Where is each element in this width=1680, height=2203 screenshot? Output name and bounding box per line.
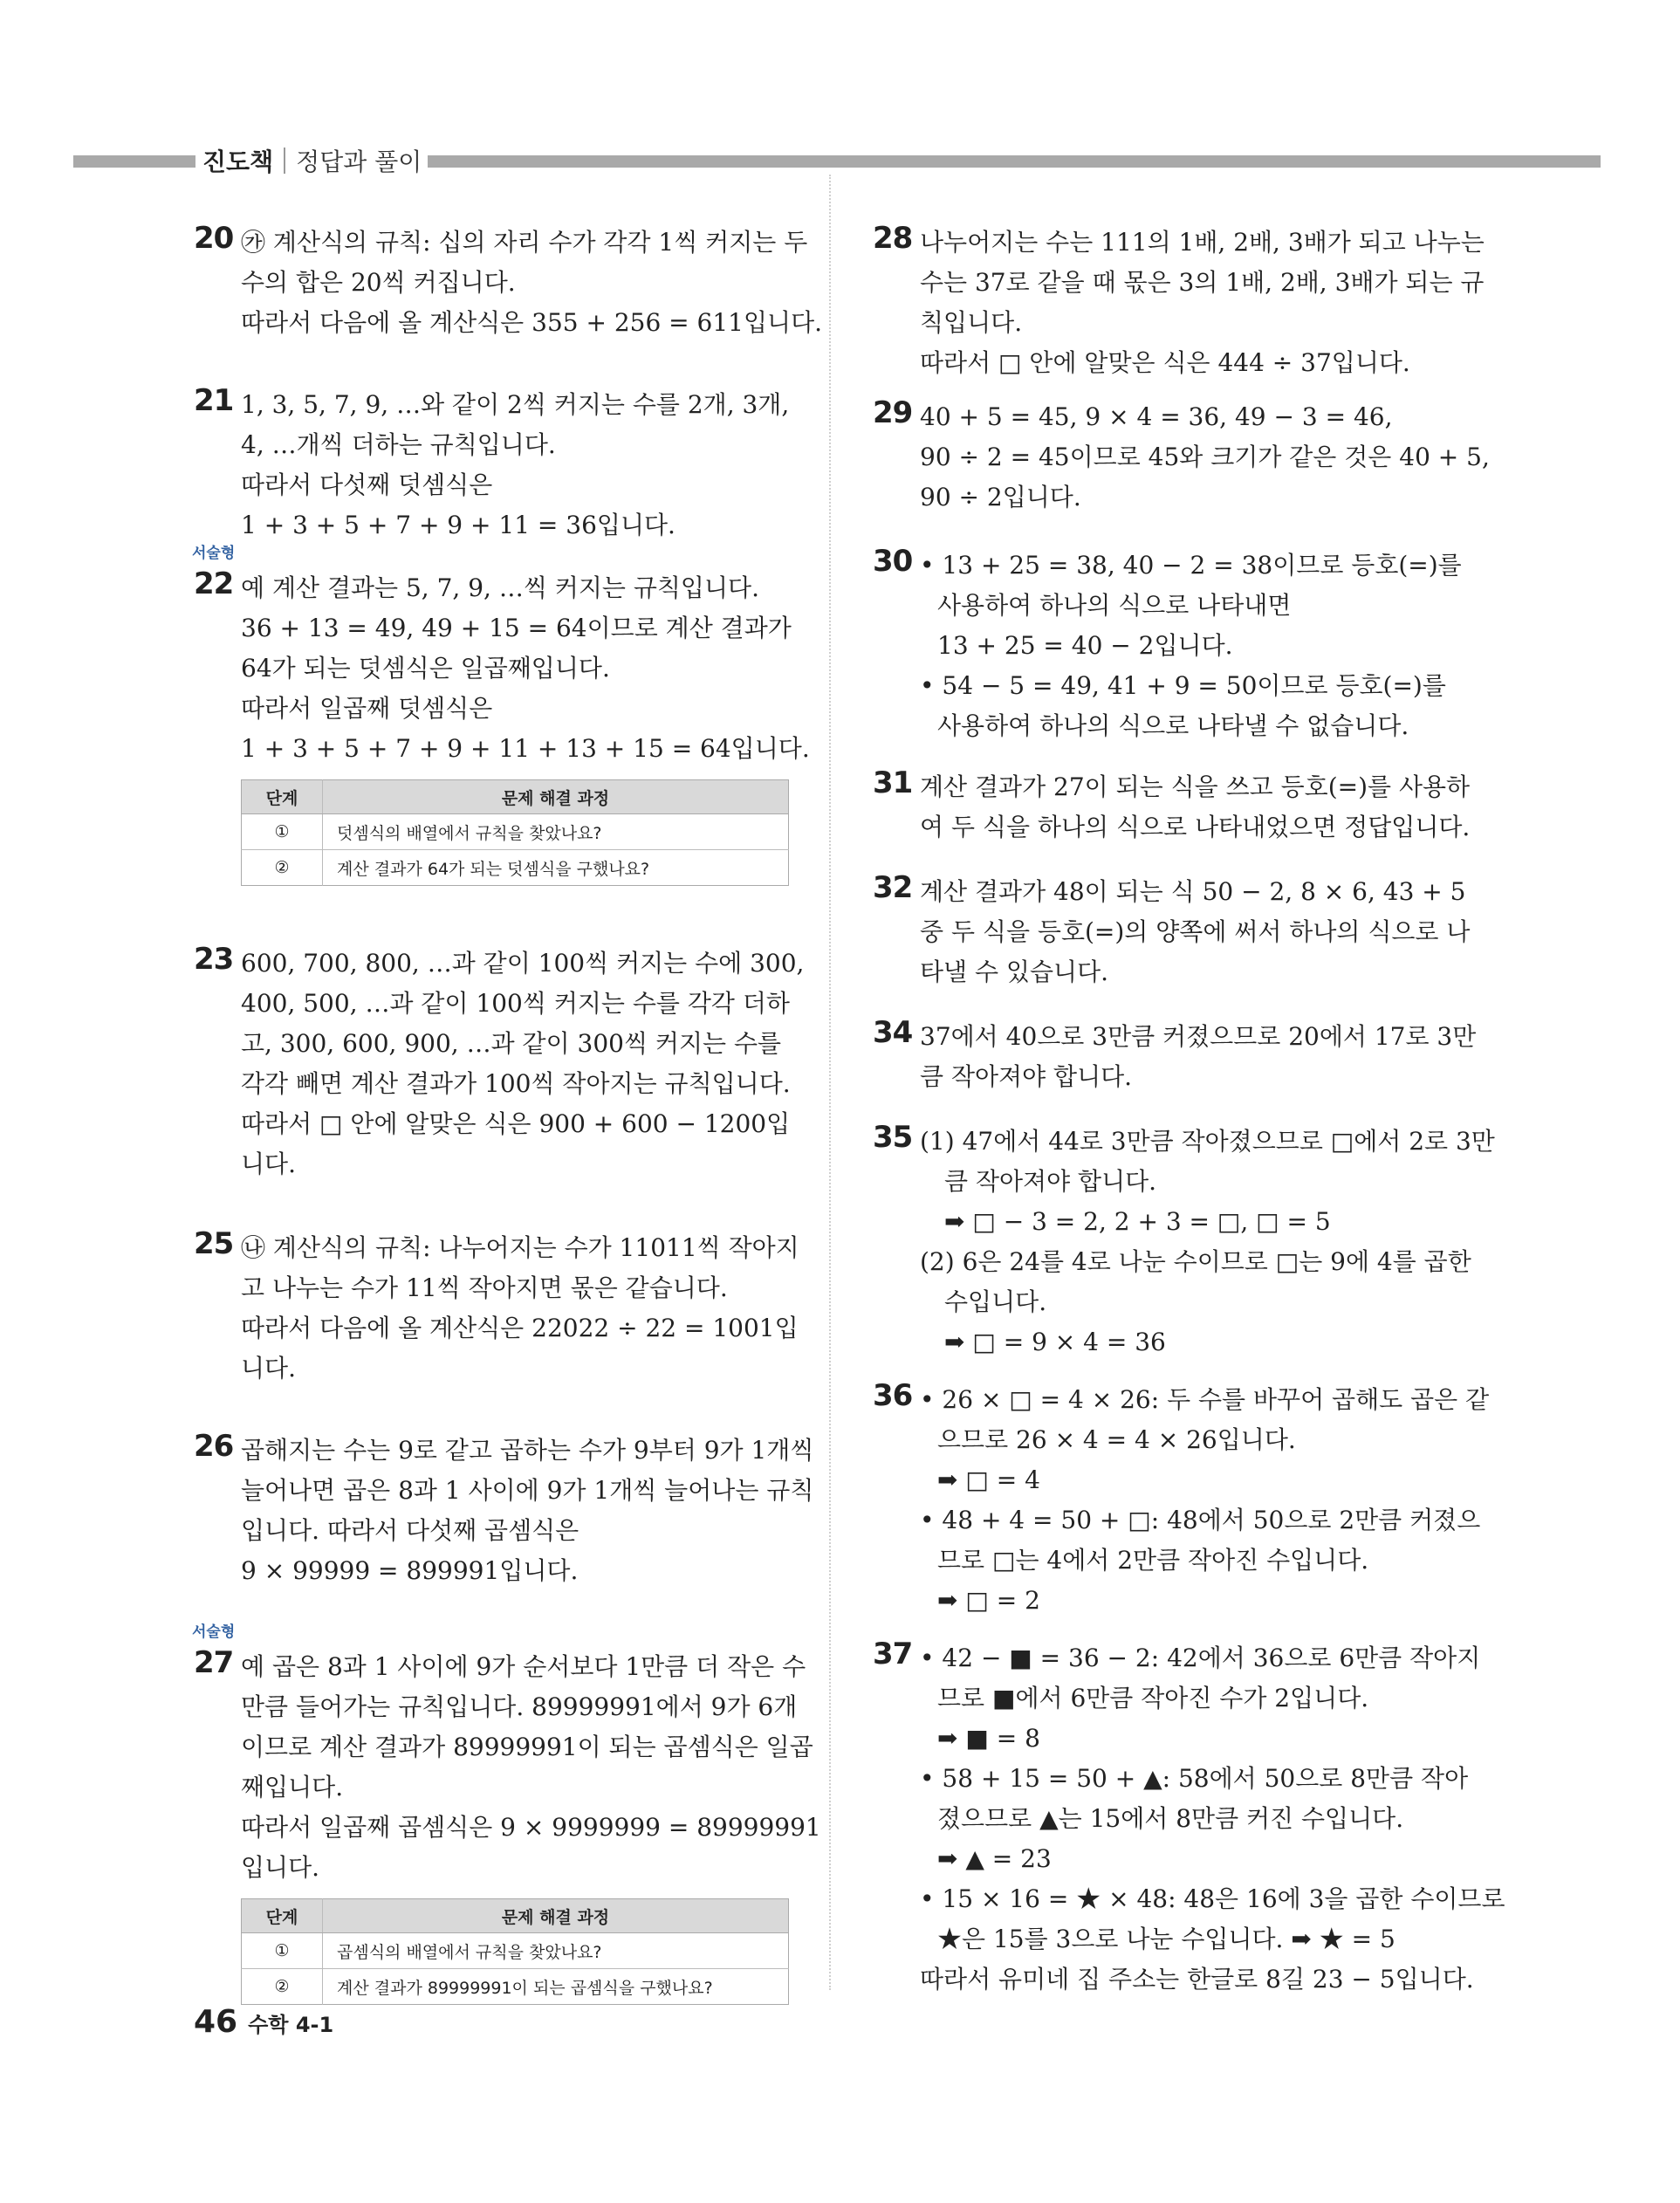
answer-line: 고 나누는 수가 11씩 작아지면 몫은 같습니다. <box>241 1273 728 1302</box>
answer-line: 계산 결과가 48이 되는 식 50 − 2, 8 × 6, 43 + 5 <box>920 877 1466 906</box>
answer-line: 90 ÷ 2 = 45이므로 45와 크기가 같은 것은 40 + 5, <box>920 443 1490 471</box>
answer-line: 므로 ■에서 6만큼 작아진 수가 2입니다. <box>937 1684 1369 1712</box>
answer-line: 칙입니다. <box>920 308 1023 337</box>
answer-line: 1 + 3 + 5 + 7 + 9 + 11 = 36입니다. <box>241 511 675 539</box>
answer-line: • 54 − 5 = 49, 41 + 9 = 50이므로 등호(=)를 <box>920 671 1446 700</box>
answer-line: 37에서 40으로 3만큼 커졌으므로 20에서 17로 3만 <box>920 1022 1477 1051</box>
right-column <box>873 221 1505 2000</box>
question-number: 22 <box>194 566 234 601</box>
answer-line: 수의 합은 20씩 커집니다. <box>241 268 516 297</box>
answer-28 <box>873 221 1485 397</box>
question-number: 25 <box>194 1226 234 1261</box>
answer-line: ㉮ 계산식의 규칙: 십의 자리 수가 각각 1씩 커지는 두 <box>241 228 808 257</box>
answer-line: 예 곱은 8과 1 사이에 9가 순서보다 1만큼 더 작은 수 <box>241 1652 806 1681</box>
answer-line: 따라서 다음에 올 계산식은 355 + 256 = 611입니다. <box>241 308 823 337</box>
descriptive-tag: 서술형 <box>192 545 236 562</box>
answer-line: 1 + 3 + 5 + 7 + 9 + 11 + 13 + 15 = 64입니다. <box>241 734 810 763</box>
question-number: 31 <box>873 765 913 800</box>
answer-line: ➡ □ = 9 × 4 = 36 <box>944 1328 1166 1356</box>
answer-line: 64가 되는 덧셈식은 일곱째입니다. <box>241 654 610 683</box>
answer-line: ➡ ▲ = 23 <box>937 1844 1052 1873</box>
answer-line: 각각 빼면 계산 결과가 100씩 작아지는 규칙입니다. <box>241 1069 791 1098</box>
column-divider <box>829 175 831 1990</box>
answer-line: 따라서 일곱째 곱셈식은 9 × 9999999 = 89999991 <box>241 1813 821 1842</box>
answer-25 <box>194 1226 799 1431</box>
answer-line: 입니다. 따라서 다섯째 곱셈식은 <box>241 1516 579 1545</box>
answer-line: ★은 15를 3으로 나눈 수입니다. ➡ ★ = 5 <box>937 1925 1395 1953</box>
table-row <box>242 1933 789 1969</box>
answer-line: • 42 − ■ = 36 − 2: 42에서 36으로 6만큼 작아지 <box>920 1644 1481 1672</box>
step-cell: ② <box>242 1969 323 2005</box>
table-header-step: 단계 <box>242 780 323 814</box>
answer-line: 늘어나면 곱은 8과 1 사이에 9가 1개씩 늘어나는 규칙 <box>241 1476 814 1505</box>
answer-line: • 13 + 25 = 38, 40 − 2 = 38이므로 등호(=)를 <box>920 551 1462 580</box>
answer-line: 따라서 □ 안에 알맞은 식은 900 + 600 − 1200입 <box>241 1109 791 1138</box>
header-bar-right <box>428 155 1601 168</box>
question-number: 36 <box>873 1378 913 1413</box>
answer-20 <box>194 221 823 385</box>
question-number: 37 <box>873 1637 913 1671</box>
answer-line: 여 두 식을 하나의 식으로 나타내었으면 정답입니다. <box>920 813 1471 841</box>
table-header-process: 문제 해결 과정 <box>323 1899 789 1933</box>
answer-line: 사용하여 하나의 식으로 나타낼 수 없습니다. <box>937 711 1409 740</box>
step-cell: ① <box>242 1933 323 1969</box>
page-footer <box>194 2004 333 2040</box>
question-number: 30 <box>873 544 913 579</box>
question-number: 21 <box>194 383 234 418</box>
answer-line: 1, 3, 5, 7, 9, …와 같이 2씩 커지는 수를 2개, 3개, <box>241 390 790 419</box>
answer-line: 따라서 다섯째 덧셈식은 <box>241 470 493 499</box>
answer-31 <box>873 767 1475 872</box>
answer-line: 13 + 25 = 40 − 2입니다. <box>937 631 1233 660</box>
descriptive-tag: 서술형 <box>192 1623 236 1641</box>
answer-line: 따라서 일곱째 덧셈식은 <box>241 694 493 723</box>
answer-line: 니다. <box>241 1354 296 1383</box>
answer-line: 따라서 다음에 올 계산식은 22022 ÷ 22 = 1001입 <box>241 1314 799 1342</box>
answer-27 <box>192 1623 821 2005</box>
answer-line: 600, 700, 800, …과 같이 100씩 커지는 수에 300, <box>241 949 805 978</box>
question-number: 32 <box>873 870 913 905</box>
step-cell: ① <box>242 814 323 850</box>
process-cell: 곱셈식의 배열에서 규칙을 찾았나요? <box>323 1933 789 1969</box>
grading-table <box>241 779 789 886</box>
answer-26 <box>194 1429 814 1647</box>
answer-23 <box>194 942 805 1228</box>
answer-line: 9 × 99999 = 899991입니다. <box>241 1556 579 1585</box>
answer-line: 계산 결과가 27이 되는 식을 쓰고 등호(=)를 사용하 <box>920 772 1471 801</box>
process-cell: 계산 결과가 64가 되는 덧셈식을 구했나요? <box>323 850 789 886</box>
answer-35 <box>873 1120 1495 1380</box>
question-number: 23 <box>194 942 234 977</box>
answer-line: ➡ □ − 3 = 2, 2 + 3 = □, □ = 5 <box>944 1207 1331 1236</box>
table-header-step: 단계 <box>242 1899 323 1933</box>
answer-21 <box>194 383 790 568</box>
answer-line: 므로 □는 4에서 2만큼 작아진 수입니다. <box>937 1546 1369 1575</box>
answer-line: 타낼 수 있습니다. <box>920 957 1109 986</box>
book-title: 진도책 <box>202 148 274 176</box>
question-number: 20 <box>194 221 234 256</box>
section-title: 정답과 풀이 <box>296 148 422 176</box>
left-column <box>192 221 823 2010</box>
answer-line: 이므로 계산 결과가 89999991이 되는 곱셈식은 일곱 <box>241 1733 813 1761</box>
question-number: 27 <box>194 1645 234 1680</box>
answer-line: 따라서 □ 안에 알맞은 식은 444 ÷ 37입니다. <box>920 348 1410 377</box>
answer-34 <box>873 1017 1475 1122</box>
answer-30 <box>873 546 1475 767</box>
answer-line: 나누어지는 수는 111의 1배, 2배, 3배가 되고 나누는 <box>920 228 1485 257</box>
answer-line: (1) 47에서 44로 3만큼 작아졌으므로 □에서 2로 3만 <box>920 1127 1495 1156</box>
question-number: 34 <box>873 1015 913 1050</box>
answer-line: 사용하여 하나의 식으로 나타내면 <box>937 591 1292 620</box>
header-separator <box>284 148 285 174</box>
answer-line: 큼 작아져야 합니다. <box>920 1062 1133 1091</box>
answer-32 <box>873 872 1475 1017</box>
step-cell: ② <box>242 850 323 886</box>
answer-line: 만큼 들어가는 규칙입니다. 89999991에서 9가 6개 <box>241 1692 798 1721</box>
answer-line: 중 두 식을 등호(=)의 양쪽에 써서 하나의 식으로 나 <box>920 917 1471 946</box>
answer-36 <box>873 1378 1490 1638</box>
answer-line: 니다. <box>241 1150 296 1178</box>
answer-line: • 58 + 15 = 50 + ▲: 58에서 50으로 8만큼 작아 <box>920 1764 1469 1793</box>
answer-line: (2) 6은 24를 4로 나눈 수이므로 □는 9에 4를 곱한 <box>920 1247 1471 1276</box>
answer-line: 으므로 26 × 4 = 4 × 26입니다. <box>937 1425 1296 1454</box>
running-header <box>202 143 422 178</box>
process-cell: 계산 결과가 89999991이 되는 곱셈식을 구했나요? <box>323 1969 789 2005</box>
table-row <box>242 814 789 850</box>
answer-line: ➡ □ = 2 <box>937 1586 1040 1615</box>
subject-label: 수학 4-1 <box>248 2013 334 2037</box>
table-row <box>242 1969 789 2005</box>
question-number: 35 <box>873 1120 913 1155</box>
table-row <box>242 850 789 886</box>
answer-line: 고, 300, 600, 900, …과 같이 300씩 커지는 수를 <box>241 1029 782 1058</box>
answer-line: 수는 37로 같을 때 몫은 3의 1배, 2배, 3배가 되는 규 <box>920 268 1485 297</box>
answer-line: 큼 작아져야 합니다. <box>944 1167 1157 1196</box>
answer-line: • 15 × 16 = ★ × 48: 48은 16에 3을 곱한 수이므로 <box>920 1884 1505 1913</box>
answer-line: 400, 500, …과 같이 100씩 커지는 수를 각각 더하 <box>241 989 790 1018</box>
answer-line: ➡ □ = 4 <box>937 1465 1040 1494</box>
answer-line: 예 계산 결과는 5, 7, 9, …씩 커지는 규칙입니다. <box>241 573 759 602</box>
question-number: 28 <box>873 221 913 256</box>
answer-29 <box>873 395 1490 546</box>
page-number: 46 <box>194 2004 238 2040</box>
answer-line: 곱해지는 수는 9로 같고 곱하는 수가 9부터 9가 1개씩 <box>241 1436 814 1465</box>
answer-line: 째입니다. <box>241 1773 344 1802</box>
answer-line: 따라서 유미네 집 주소는 한글로 8길 23 − 5입니다. <box>920 1965 1474 1994</box>
answer-line: 졌으므로 ▲는 15에서 8만큼 커진 수입니다. <box>937 1804 1404 1833</box>
answer-line: 40 + 5 = 45, 9 × 4 = 36, 49 − 3 = 46, <box>920 402 1393 431</box>
header-bar-left <box>73 155 195 168</box>
answer-line: ㉯ 계산식의 규칙: 나누어지는 수가 11011씩 작아지 <box>241 1233 799 1262</box>
answer-line: 90 ÷ 2입니다. <box>920 483 1081 511</box>
answer-22 <box>192 545 810 944</box>
answer-line: 4, …개씩 더하는 규칙입니다. <box>241 430 556 459</box>
answer-line: 수입니다. <box>944 1287 1047 1316</box>
question-number: 29 <box>873 395 913 430</box>
answer-line: ➡ ■ = 8 <box>937 1724 1040 1753</box>
answer-line: 36 + 13 = 49, 49 + 15 = 64이므로 계산 결과가 <box>241 614 792 642</box>
question-number: 26 <box>194 1429 234 1464</box>
answer-line: 입니다. <box>241 1853 320 1882</box>
answer-line: • 26 × □ = 4 × 26: 두 수를 바꾸어 곱해도 곱은 같 <box>920 1385 1490 1414</box>
grading-table <box>241 1898 789 2005</box>
table-header-process: 문제 해결 과정 <box>323 780 789 814</box>
process-cell: 덧셈식의 배열에서 규칙을 찾았나요? <box>323 814 789 850</box>
answer-line: • 48 + 4 = 50 + □: 48에서 50으로 2만큼 커졌으 <box>920 1506 1481 1534</box>
answer-37 <box>873 1637 1505 2000</box>
